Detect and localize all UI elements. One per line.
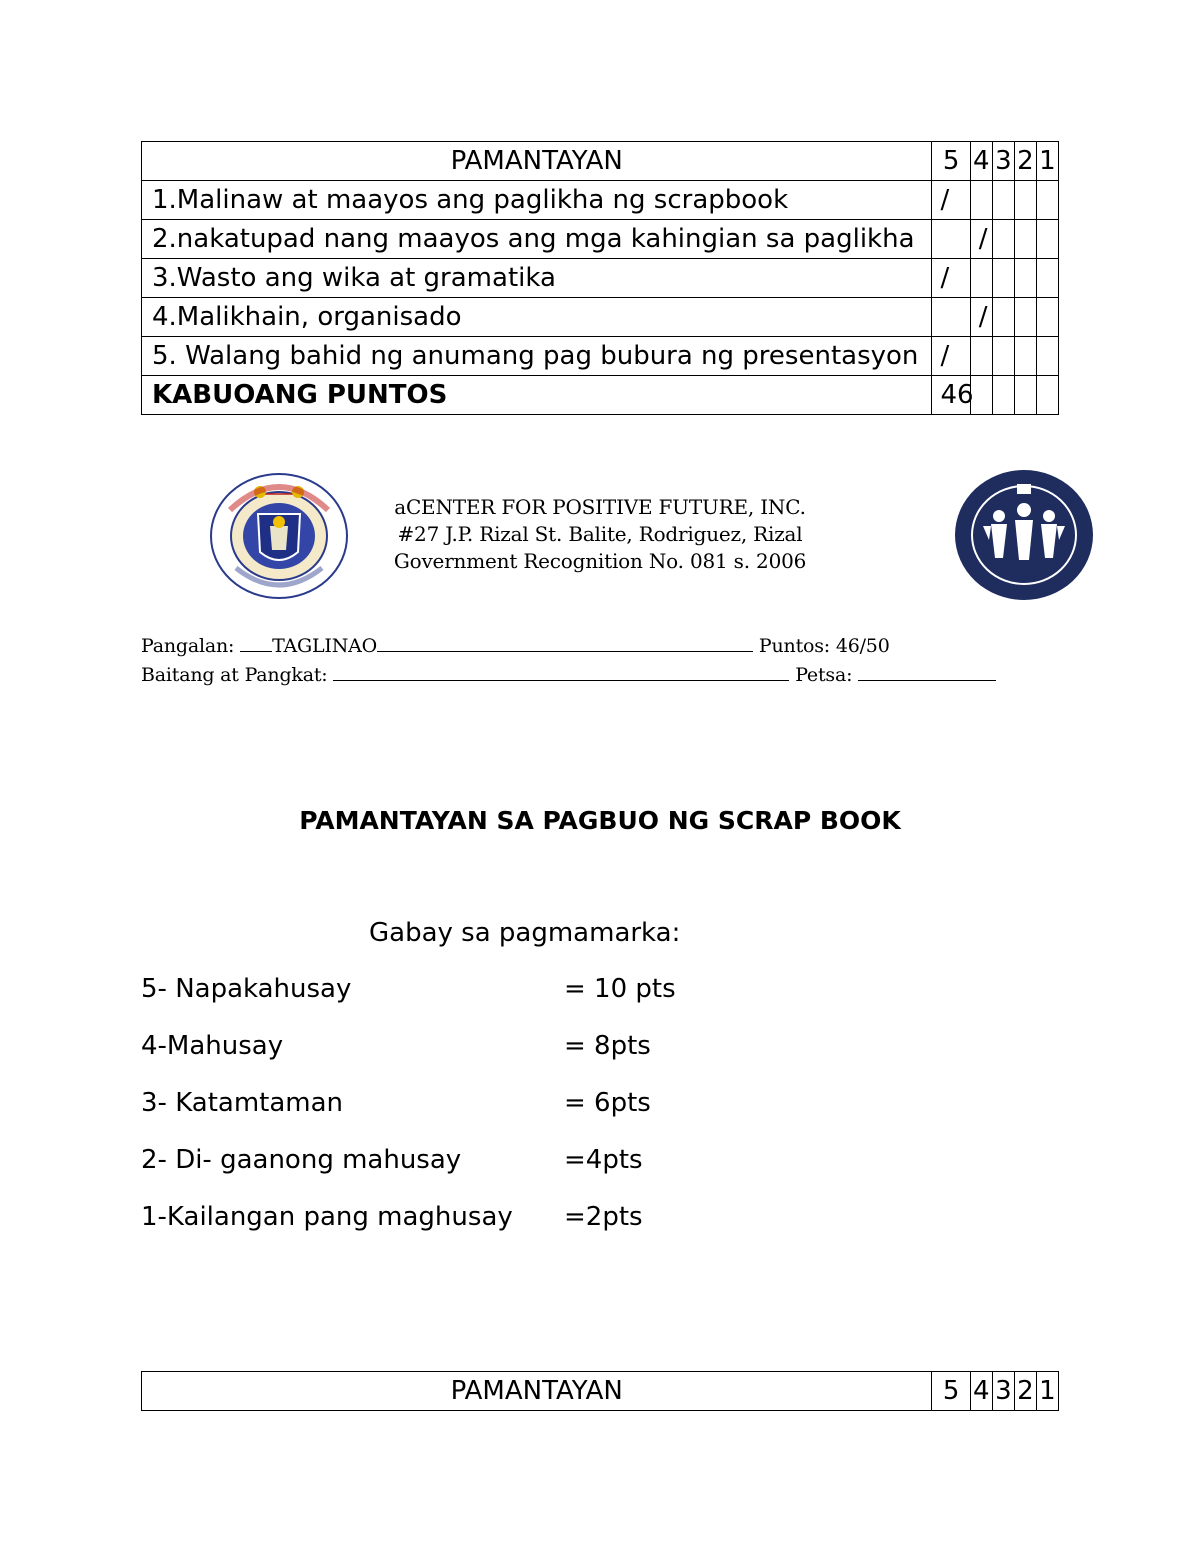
mark-cell-1 bbox=[1036, 220, 1058, 259]
name-field[interactable] bbox=[377, 633, 753, 652]
rubric-table bbox=[141, 141, 1059, 415]
guide-title: Gabay sa pagmamarka: bbox=[369, 918, 681, 948]
total-label: KABUOANG PUNTOS bbox=[142, 376, 932, 415]
table-row bbox=[142, 181, 1059, 220]
guide-value: = 10 pts bbox=[564, 974, 676, 1004]
mark-cell-4 bbox=[970, 337, 992, 376]
mark-cell-3 bbox=[992, 337, 1014, 376]
org-recognition: Government Recognition No. 081 s. 2006 bbox=[393, 549, 807, 573]
grade-line bbox=[141, 662, 996, 686]
mark-cell-3 bbox=[992, 181, 1014, 220]
guide-value: = 6pts bbox=[564, 1088, 651, 1118]
mark-cell-1 bbox=[1036, 298, 1058, 337]
guide-label: 4-Mahusay bbox=[141, 1031, 284, 1061]
score-header-5: 5 bbox=[932, 142, 970, 181]
criterion-cell: 1.Malinaw at maayos ang paglikha ng scrapbook bbox=[142, 181, 932, 220]
score-header-1: 1 bbox=[1036, 142, 1058, 181]
mark-cell-3 bbox=[992, 259, 1014, 298]
deped-seal-icon bbox=[208, 470, 351, 600]
table-row bbox=[142, 337, 1059, 376]
mark-cell-2 bbox=[1014, 259, 1036, 298]
score-header-3: 3 bbox=[992, 142, 1014, 181]
guide-item bbox=[141, 1202, 643, 1232]
rubric-header-row bbox=[142, 142, 1059, 181]
guide-label: 3- Katamtaman bbox=[141, 1088, 344, 1118]
mark-cell-1 bbox=[1036, 259, 1058, 298]
org-name: aCENTER FOR POSITIVE FUTURE, INC. bbox=[394, 495, 806, 519]
guide-value: = 8pts bbox=[564, 1031, 651, 1061]
criterion-cell: 2.nakatupad nang maayos ang mga kahingian sa paglikha bbox=[142, 220, 932, 259]
mark-cell-2 bbox=[1014, 220, 1036, 259]
mark-cell-2 bbox=[1014, 181, 1036, 220]
mark-cell-5 bbox=[932, 298, 970, 337]
mark-cell-3 bbox=[992, 220, 1014, 259]
table-row bbox=[142, 220, 1059, 259]
mark-cell-5: / bbox=[932, 259, 970, 298]
mark-cell-2 bbox=[1014, 298, 1036, 337]
total-row bbox=[142, 376, 1059, 415]
score-header-2: 2 bbox=[1014, 142, 1036, 181]
page-title: PAMANTAYAN SA PAGBUO NG SCRAP BOOK bbox=[299, 806, 901, 835]
mark-cell-5: / bbox=[932, 181, 970, 220]
guide-label: 5- Napakahusay bbox=[141, 974, 352, 1004]
mark-cell-5: / bbox=[932, 337, 970, 376]
rubric-header-row bbox=[142, 1372, 1059, 1411]
score-header-2: 2 bbox=[1014, 1372, 1036, 1411]
mark-cell-5 bbox=[932, 220, 970, 259]
mark-cell-3 bbox=[992, 298, 1014, 337]
grade-label: Baitang at Pangkat: bbox=[141, 664, 328, 686]
name-line bbox=[141, 633, 890, 657]
guide-item bbox=[141, 1088, 651, 1118]
score-header-4: 4 bbox=[970, 1372, 992, 1411]
mark-cell-4 bbox=[970, 259, 992, 298]
guide-value: =4pts bbox=[564, 1145, 643, 1175]
name-label: Pangalan: bbox=[141, 635, 235, 657]
score-header-4: 4 bbox=[970, 142, 992, 181]
date-label: Petsa: bbox=[795, 664, 853, 686]
criterion-header: PAMANTAYAN bbox=[142, 1372, 932, 1411]
criterion-header: PAMANTAYAN bbox=[142, 142, 932, 181]
criterion-cell: 4.Malikhain, organisado bbox=[142, 298, 932, 337]
name-underline-lead bbox=[240, 633, 272, 652]
name-value: TAGLINAO bbox=[272, 635, 378, 657]
criterion-cell: 5. Walang bahid ng anumang pag bubura ng presentasyon bbox=[142, 337, 932, 376]
score-header-5: 5 bbox=[932, 1372, 970, 1411]
mark-cell-1 bbox=[1036, 337, 1058, 376]
total-cell-1 bbox=[1036, 376, 1058, 415]
guide-label: 2- Di- gaanong mahusay bbox=[141, 1145, 462, 1175]
mark-cell-1 bbox=[1036, 181, 1058, 220]
total-cell-2 bbox=[1014, 376, 1036, 415]
mark-cell-2 bbox=[1014, 337, 1036, 376]
org-header bbox=[360, 494, 840, 575]
guide-item bbox=[141, 1031, 651, 1061]
mark-cell-4 bbox=[970, 181, 992, 220]
score-header-3: 3 bbox=[992, 1372, 1014, 1411]
grade-field[interactable] bbox=[333, 662, 789, 681]
rubric-table-bottom bbox=[141, 1371, 1059, 1411]
org-address: #27 J.P. Rizal St. Balite, Rodriguez, Rizal bbox=[397, 522, 803, 546]
mark-cell-4: / bbox=[970, 220, 992, 259]
guide-item bbox=[141, 1145, 643, 1175]
total-cell-4 bbox=[970, 376, 992, 415]
total-value: 46 bbox=[932, 376, 970, 415]
table-row bbox=[142, 298, 1059, 337]
guide-item bbox=[141, 974, 676, 1004]
guide-value: =2pts bbox=[564, 1202, 643, 1232]
date-field[interactable] bbox=[858, 662, 996, 681]
cpf-logo-icon bbox=[953, 468, 1095, 602]
criterion-cell: 3.Wasto ang wika at gramatika bbox=[142, 259, 932, 298]
guide-label: 1-Kailangan pang maghusay bbox=[141, 1202, 513, 1232]
score-label: Puntos: 46/50 bbox=[758, 635, 890, 657]
score-header-1: 1 bbox=[1036, 1372, 1058, 1411]
total-cell-3 bbox=[992, 376, 1014, 415]
table-row bbox=[142, 259, 1059, 298]
mark-cell-4: / bbox=[970, 298, 992, 337]
